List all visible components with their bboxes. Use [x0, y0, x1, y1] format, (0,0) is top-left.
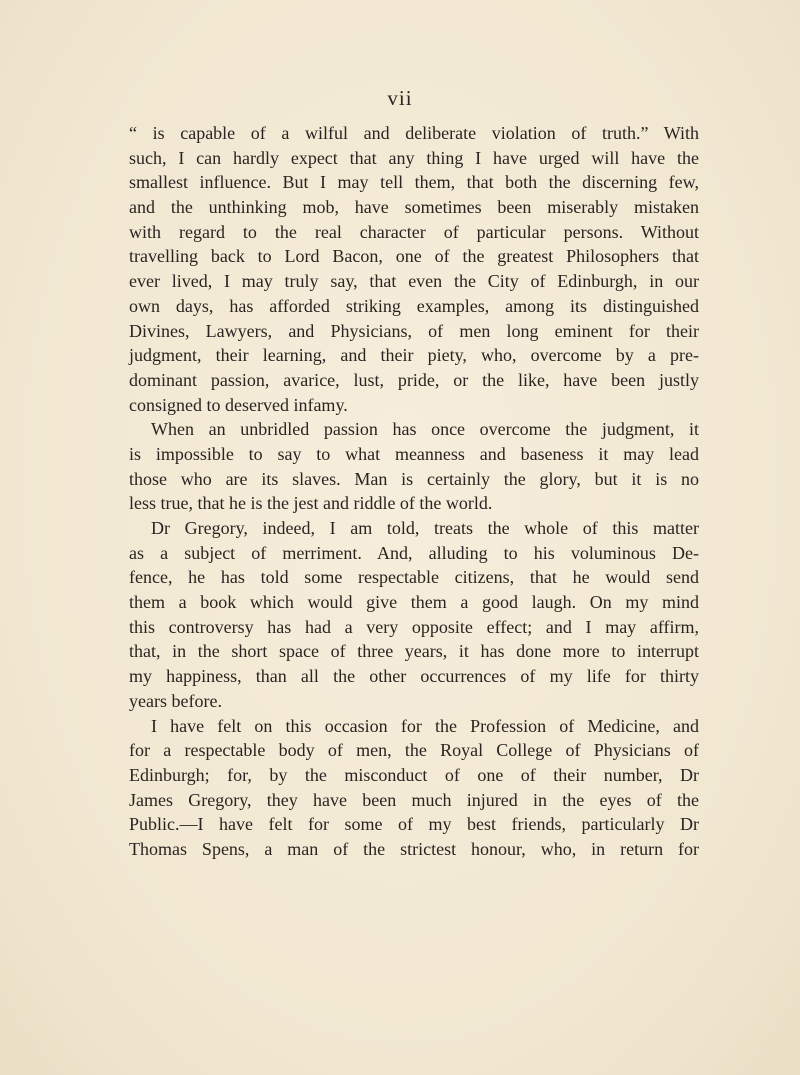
text-line: fence, he has told some respectable citizens, that he would send	[129, 567, 699, 588]
text-line: Divines, Lawyers, and Physicians, of men long eminent for their	[129, 320, 699, 341]
body-text	[129, 121, 699, 862]
text-line: with regard to the real character of particular persons. Without	[129, 221, 699, 242]
text-line: such, I can hardly expect that any thing I have urged will have the	[129, 147, 699, 168]
text-line: travelling back to Lord Bacon, one of the greatest Philosophers that	[129, 246, 699, 267]
text-line: this controversy has had a very opposite effect; and I may affirm,	[129, 616, 699, 637]
text-line: those who are its slaves. Man is certainly the glory, but it is no	[129, 468, 699, 489]
text-line: years before.	[129, 690, 222, 711]
text-line: I have felt on this occasion for the Profession of Medicine, and	[151, 715, 699, 736]
text-line: them a book which would give them a good laugh. On my mind	[129, 592, 699, 613]
text-line: as a subject of merriment. And, alluding to his voluminous De-	[129, 542, 699, 563]
text-line: judgment, their learning, and their piety, who, overcome by a pre-	[129, 345, 699, 366]
text-line: ever lived, I may truly say, that even the City of Edinburgh, in our	[129, 271, 699, 292]
page-number: vii	[387, 86, 413, 110]
text-line: Public.—I have felt for some of my best friends, particularly Dr	[129, 814, 699, 835]
text-line: “ is capable of a wilful and deliberate violation of truth.” With	[129, 123, 699, 143]
text-line: When an unbridled passion has once overcome the judgment, it	[151, 419, 699, 440]
text-line: own days, has afforded striking examples, among its distinguished	[129, 295, 699, 316]
text-line: James Gregory, they have been much injured in the eyes of the	[129, 789, 699, 810]
text-line: Edinburgh; for, by the misconduct of one of their number, Dr	[129, 764, 699, 785]
text-line: less true, that he is the jest and riddle of the world.	[129, 493, 493, 514]
text-line: for a respectable body of men, the Royal College of Physicians of	[129, 740, 699, 761]
text-line: Thomas Spens, a man of the strictest honour, who, in return for	[129, 838, 699, 859]
text-line: smallest influence. But I may tell them, that both the discerning few,	[129, 172, 699, 193]
text-line: Dr Gregory, indeed, I am told, treats the whole of this matter	[151, 518, 699, 538]
text-line: is impossible to say to what meanness and baseness it may lead	[129, 443, 699, 464]
text-line: and the unthinking mob, have sometimes been miserably mistaken	[129, 197, 699, 218]
text-line: consigned to deserved infamy.	[129, 394, 348, 415]
text-line: my happiness, than all the other occurrences of my life for thirty	[129, 666, 699, 687]
text-line: dominant passion, avarice, lust, pride, or the like, have been justly	[129, 369, 699, 390]
text-line: that, in the short space of three years, it has done more to interrupt	[129, 641, 699, 662]
